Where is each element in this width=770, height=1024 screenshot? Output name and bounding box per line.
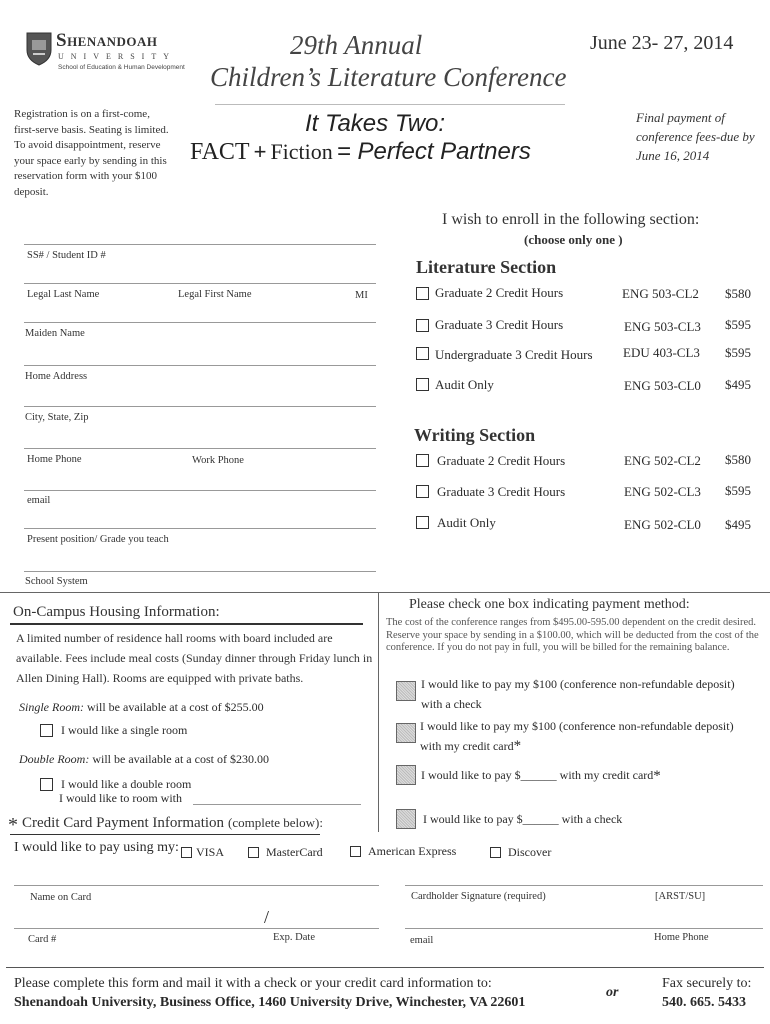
pay-amount-check-box[interactable] — [396, 809, 416, 829]
school-name: School of Education & Human Development — [58, 64, 185, 71]
home-address-field[interactable]: Home Address — [25, 371, 88, 382]
fax-number: 540. 665. 5433 — [662, 995, 746, 1010]
double-room-label: Double Room: — [19, 752, 90, 766]
pay-amount-card-box[interactable] — [396, 765, 416, 785]
payment-title: Please check one box indicating payment method: — [409, 597, 690, 612]
course-code: EDU 403-CL3 — [623, 345, 700, 360]
card-option-visa[interactable] — [181, 843, 224, 861]
pay-amount-card-label — [421, 768, 661, 785]
option-label: Graduate 2 Credit Hours — [435, 285, 564, 300]
field-line — [24, 448, 376, 449]
pay-deposit-check-label2: with a check — [421, 697, 482, 711]
first-name-field[interactable]: Legal First Name — [178, 289, 252, 300]
double-room-info — [19, 752, 269, 767]
mi-field[interactable]: MI — [355, 290, 368, 301]
card-label: VISA — [196, 845, 225, 859]
card-email-field[interactable]: email — [410, 935, 434, 946]
option-label: Undergraduate 3 Credit Hours — [435, 347, 593, 362]
theme-equals: = Perfect Partners — [336, 138, 531, 165]
field-line — [14, 885, 379, 886]
course-code: ENG 502-CL0 — [624, 517, 701, 532]
course-price: $495 — [725, 377, 751, 392]
writing-option[interactable] — [416, 483, 766, 501]
pay-deposit-check-label: I would like to pay my $100 (conference non-refundable deposit) — [421, 677, 735, 691]
course-price: $580 — [725, 286, 751, 301]
pay-amount-check-label: I would like to pay $______ with a check — [423, 812, 623, 826]
maiden-name-field[interactable]: Maiden Name — [25, 328, 85, 339]
option-label: Audit Only — [435, 377, 494, 392]
footer-address: Shenandoah University, Business Office, 1460 University Drive, Winchester, VA 22601 — [14, 995, 526, 1010]
work-phone-field[interactable]: Work Phone — [192, 455, 244, 466]
theme-fiction: Fiction — [270, 139, 333, 164]
credit-card-title-note: (complete below): — [228, 815, 323, 830]
pay-amount-card-text: I would like to pay $______ with my credit card — [421, 768, 654, 782]
school-system-field[interactable]: School System — [25, 576, 88, 587]
field-line — [24, 244, 376, 245]
arst-label: [ARST/SU] — [655, 891, 706, 902]
city-state-zip-field[interactable]: City, State, Zip — [25, 412, 89, 423]
email-field[interactable]: email — [27, 495, 51, 506]
option-label: Graduate 3 Credit Hours — [435, 317, 564, 332]
single-room-label: Single Room: — [19, 700, 84, 714]
single-room-info — [19, 700, 264, 715]
checkbox[interactable] — [416, 485, 429, 498]
section-vertical-divider — [378, 592, 380, 832]
housing-description: A limited number of residence hall rooms with board included are available. Fees include meal costs (Sunday dinner through Friday lunch in Allen Dining Hall). Rooms are equipped with private baths. — [16, 631, 373, 685]
course-price: $580 — [725, 452, 751, 467]
pay-deposit-card-box[interactable] — [396, 723, 416, 743]
university-name: Shenandoah — [56, 30, 158, 51]
exp-date-field[interactable]: Exp. Date — [273, 932, 315, 943]
double-room-cost: will be available at a cost of $230.00 — [92, 752, 269, 766]
signature-field[interactable]: Cardholder Signature (required) — [411, 891, 546, 902]
asterisk: * — [653, 768, 661, 784]
course-code: ENG 502-CL3 — [624, 484, 701, 499]
field-line — [24, 322, 376, 323]
option-label: Graduate 2 Credit Hours — [437, 453, 566, 468]
checkbox[interactable] — [416, 347, 429, 360]
literature-section-title: Literature Section — [416, 257, 557, 277]
shield-logo-icon — [26, 32, 52, 66]
field-line — [24, 283, 376, 284]
checkbox[interactable] — [248, 847, 259, 858]
credit-card-underline — [10, 834, 320, 835]
position-field[interactable]: Present position/ Grade you teach — [27, 534, 169, 545]
single-room-option[interactable] — [40, 721, 187, 739]
theme-line1: It Takes Two: — [305, 110, 446, 137]
asterisk: * — [513, 738, 522, 754]
housing-title: On-Campus Housing Information: — [13, 604, 220, 620]
single-room-cost: will be available at a cost of $255.00 — [87, 700, 264, 714]
footer-mail-instructions: Please complete this form and mail it with a check or your credit card information to: — [14, 976, 492, 991]
footer-divider — [6, 967, 764, 968]
header-divider — [215, 104, 565, 105]
payment-description: The cost of the conference ranges from $495.00-595.00 dependent on the credit desired. Reserve your space by sending in a $100.00, which will be deducted from the cost of the conference. If you do not pay in full, you will be billed for the remaining balance. — [386, 617, 759, 653]
exp-slash: / — [264, 907, 270, 927]
course-code: ENG 502-CL2 — [624, 453, 701, 468]
course-code: ENG 503-CL2 — [622, 286, 699, 301]
card-option-discover[interactable] — [490, 843, 551, 861]
theme-plus: + — [253, 139, 267, 164]
course-price: $595 — [725, 345, 751, 360]
writing-option[interactable] — [416, 514, 766, 532]
course-price: $595 — [725, 317, 751, 332]
card-label: American Express — [368, 844, 457, 858]
section-divider — [0, 592, 770, 593]
checkbox[interactable] — [416, 287, 429, 300]
final-payment-note: Final payment of conference fees-due by June 16, 2014 — [636, 110, 755, 163]
university-sub: UNIVERSITY — [58, 52, 176, 61]
asterisk: * — [8, 814, 18, 836]
credit-card-title-text: Credit Card Payment Information — [22, 815, 225, 831]
fax-label: Fax securely to: — [662, 976, 752, 991]
course-price: $595 — [725, 483, 751, 498]
card-number-field[interactable]: Card # — [28, 934, 57, 945]
name-on-card-field[interactable]: Name on Card — [30, 892, 92, 903]
conference-edition: 29th Annual — [290, 30, 423, 60]
university-logo — [26, 30, 196, 80]
option-label: I would like a double room — [61, 777, 192, 791]
checkbox[interactable] — [350, 846, 361, 857]
pay-deposit-card-label: I would like to pay my $100 (conference non-refundable deposit) — [420, 719, 734, 733]
checkbox[interactable] — [40, 724, 53, 737]
pay-using-label: I would like to pay using my: — [14, 840, 179, 855]
card-option-amex[interactable] — [350, 842, 456, 860]
theme-line2 — [190, 138, 531, 166]
field-line — [405, 885, 763, 886]
checkbox[interactable] — [416, 319, 429, 332]
literature-option[interactable] — [416, 285, 766, 303]
registration-note: Registration is on a first-come, first-serve basis. Seating is limited. To avoid disappointment, reserve your space early by sending in this reservation form with your $100 deposit. — [14, 108, 169, 198]
checkbox[interactable] — [490, 847, 501, 858]
literature-option[interactable] — [416, 345, 766, 363]
checkbox[interactable] — [416, 378, 429, 391]
literature-option[interactable] — [416, 376, 766, 394]
field-line — [405, 928, 763, 929]
home-phone-field[interactable]: Home Phone — [27, 454, 82, 465]
theme-fact: FACT — [190, 139, 250, 165]
option-label: Audit Only — [437, 515, 496, 530]
last-name-field[interactable]: Legal Last Name — [27, 289, 100, 300]
conference-title: Children’s Literature Conference — [210, 62, 567, 92]
field-line — [24, 406, 376, 407]
ss-id-field[interactable]: SS# / Student ID # — [27, 250, 106, 261]
checkbox[interactable] — [416, 454, 429, 467]
checkbox[interactable] — [416, 516, 429, 529]
card-option-mastercard[interactable] — [248, 843, 323, 861]
course-code: ENG 503-CL3 — [624, 319, 701, 334]
pay-deposit-card-text: with my credit card — [420, 739, 514, 753]
literature-option[interactable] — [416, 317, 766, 335]
footer-or: or — [606, 985, 619, 1000]
field-line — [14, 928, 379, 929]
card-label: Discover — [508, 845, 552, 859]
field-line — [24, 490, 376, 491]
checkbox[interactable] — [181, 847, 192, 858]
card-label: MasterCard — [266, 845, 323, 859]
field-line — [24, 528, 376, 529]
course-price: $495 — [725, 517, 751, 532]
course-code: ENG 503-CL0 — [624, 378, 701, 393]
checkbox[interactable] — [40, 778, 53, 791]
enroll-subheading: (choose only one ) — [524, 232, 623, 247]
writing-section-title: Writing Section — [414, 425, 536, 445]
enroll-heading: I wish to enroll in the following section: — [442, 211, 700, 228]
conference-dates: June 23- 27, 2014 — [590, 32, 734, 54]
pay-deposit-card-label2 — [420, 738, 521, 755]
roommate-line — [193, 804, 361, 805]
option-label: I would like a single room — [61, 723, 188, 737]
field-line — [24, 571, 376, 572]
card-home-phone-field[interactable]: Home Phone — [654, 932, 709, 943]
housing-underline — [10, 623, 363, 625]
pay-deposit-check-box[interactable] — [396, 681, 416, 701]
field-line — [24, 365, 376, 366]
roommate-field[interactable]: I would like to room with — [59, 791, 182, 805]
option-label: Graduate 3 Credit Hours — [437, 484, 566, 499]
writing-option[interactable] — [416, 452, 766, 470]
